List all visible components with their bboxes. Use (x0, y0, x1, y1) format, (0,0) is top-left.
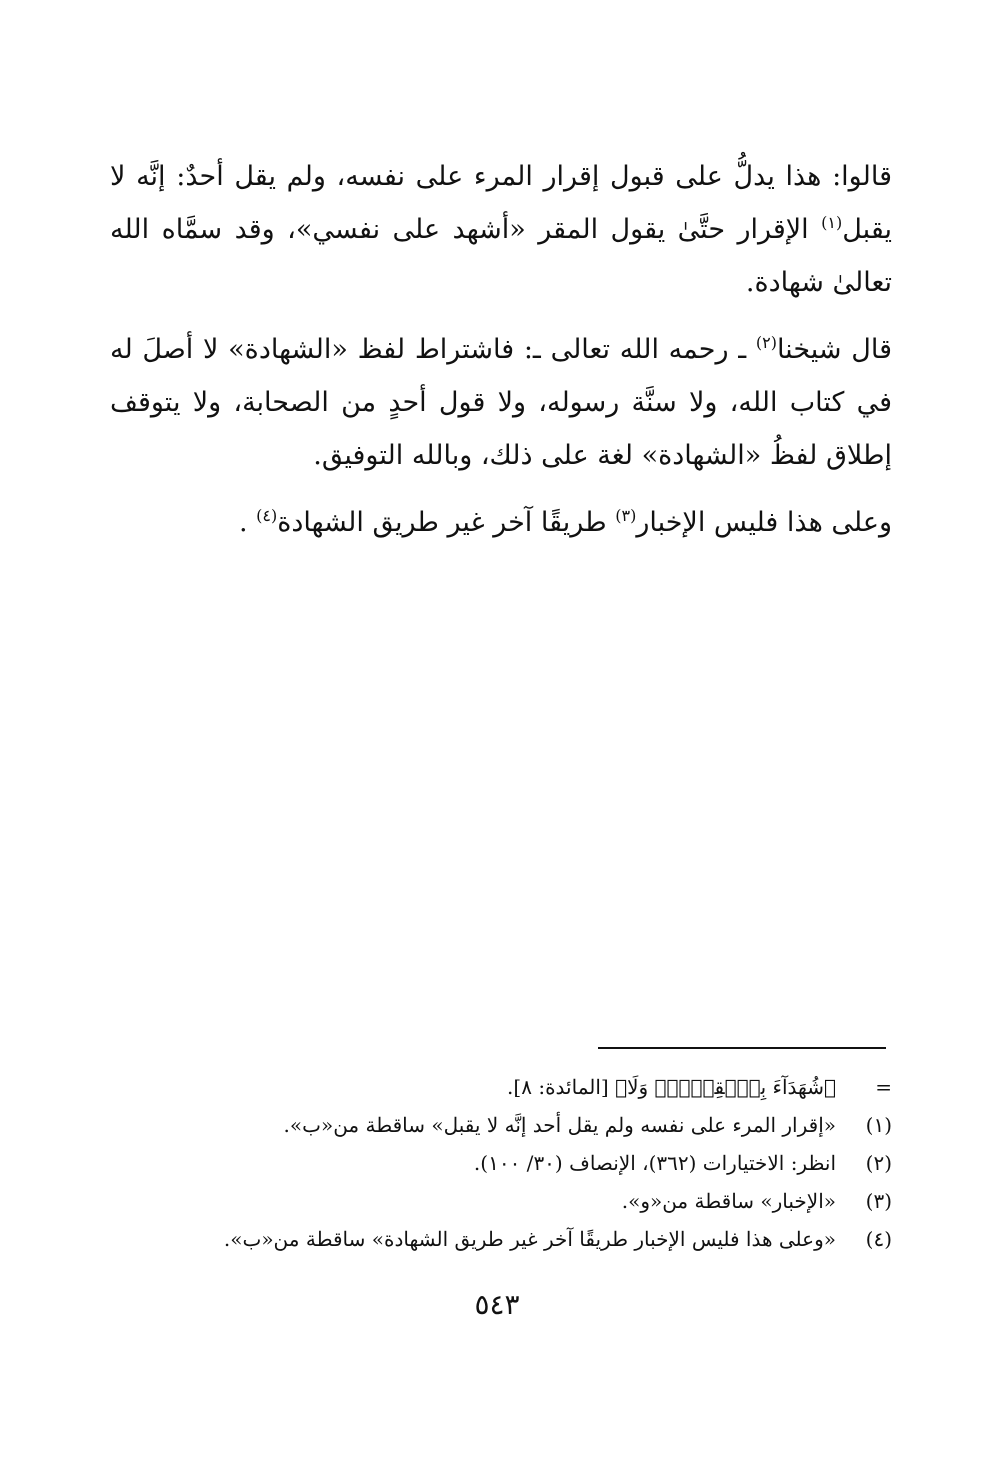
footnote-separator (598, 1047, 886, 1049)
paragraph-text: طريقًا آخر غير طريق الشهادة (277, 507, 616, 538)
footnote-4 (110, 1220, 892, 1258)
paragraph-text: قالوا: هذا يدلُّ على قبول إقرار المرء على نفسه، ولم يقل أحدٌ: إنَّه لا يقبل (110, 161, 892, 245)
footnote-text: «إقرار المرء على نفسه ولم يقل أحد إنَّه لا يقبل» ساقطة من«ب». (283, 1113, 836, 1137)
footnote-marker: (٤) (865, 1227, 892, 1251)
footnote-2 (110, 1144, 892, 1182)
footnote-ref-3[interactable]: (٣) (615, 506, 637, 525)
footnote-1 (110, 1106, 892, 1144)
paragraph-3 (110, 496, 892, 549)
footnote-3 (110, 1182, 892, 1220)
footnote-ref-1[interactable]: (١) (821, 213, 843, 232)
footnote-marker: (١) (865, 1113, 892, 1137)
paragraph-text: . (238, 507, 257, 538)
page-number: ٥٤٣ (474, 1288, 520, 1321)
paragraph-text: الإقرار حتَّىٰ يقول المقر «أشهد على نفسي»، وقد سمَّاه الله تعالىٰ شهادة. (110, 214, 892, 298)
paragraph-text: ـ رحمه الله تعالى ـ: فاشتراط لفظ «الشهادة» لا أصلَ له في كتاب الله، ولا سنَّة رسوله، ولا قول أحدٍ من الصحابة، ولا يتوقف إطلاق لفظُ «الشهادة» لغة على ذلك، وبالله التوفيق. (110, 334, 892, 471)
paragraph-2 (110, 323, 892, 482)
footnote-ref-4[interactable]: (٤) (256, 506, 278, 525)
paragraph-text: وعلى هذا فليس الإخبار (636, 507, 892, 538)
footnote-continuation (110, 1068, 892, 1106)
body-text (110, 150, 892, 563)
footnote-text: ﴿شُهَدَآءَ بِٱلۡقِسۡطِۖ وَلَا﴾ [المائدة: ٨]. (507, 1075, 836, 1099)
paragraph-1 (110, 150, 892, 309)
footnote-text: انظر: الاختيارات (٣٦٢)، الإنصاف (٣٠/ ١٠٠). (473, 1151, 836, 1175)
footnote-text: «وعلى هذا فليس الإخبار طريقًا آخر غير طريق الشهادة» ساقطة من«ب». (223, 1227, 836, 1251)
footnote-text: «الإخبار» ساقطة من«و». (621, 1189, 836, 1213)
footnote-ref-2[interactable]: (٢) (755, 333, 777, 352)
footnote-marker: (٣) (865, 1189, 892, 1213)
footnotes (110, 1068, 892, 1258)
footnote-marker: (٢) (865, 1151, 892, 1175)
footnote-marker: = (875, 1075, 892, 1099)
paragraph-text: قال شيخنا (776, 334, 893, 365)
